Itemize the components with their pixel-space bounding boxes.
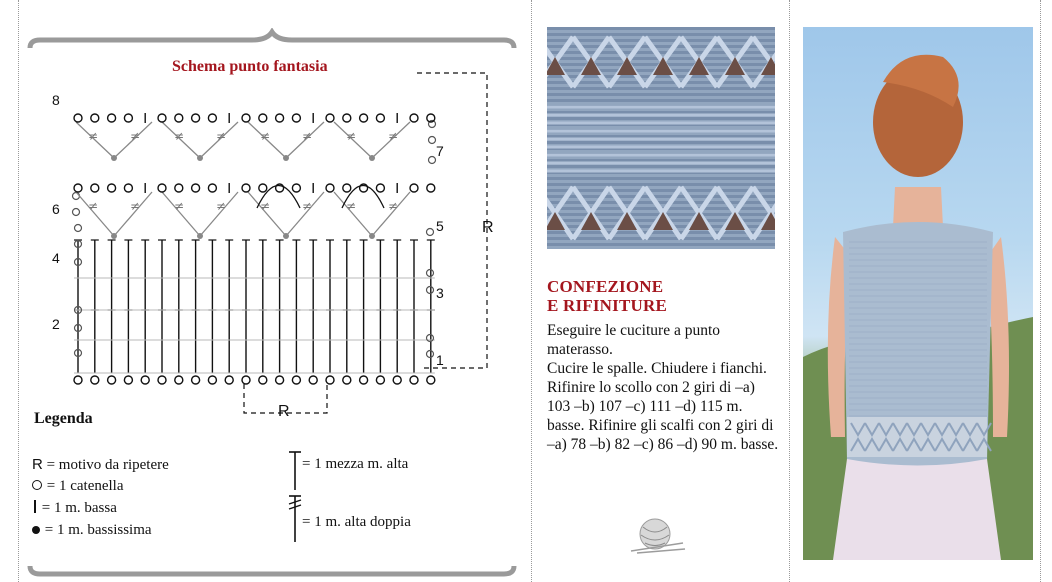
legend-text: = 1 mezza m. alta [302,456,409,472]
chain-stitch [326,184,334,192]
lace-v [547,37,573,62]
turning-chain [427,270,434,277]
column-divider-far-right [1040,0,1041,582]
hole [653,57,673,75]
slip-stitch [369,155,375,161]
stitch-chart [22,28,522,578]
row-label-5: 5 [436,218,444,234]
chain-stitch [175,376,183,384]
chain-stitch [343,376,351,384]
chain-stitch [276,114,284,122]
slip-stitch [197,155,203,161]
repeat-label-bottom: R [278,403,290,420]
legend-item-single-crochet [32,500,117,517]
chain-stitch [74,184,82,192]
chain-stitch [108,184,116,192]
cross-stitch-mark: ≠ [130,129,141,143]
chain-stitch [158,114,166,122]
cross-stitch-mark: ≠ [302,129,313,143]
chain-stitch [124,376,132,384]
repeat-label-right: R [482,219,494,236]
slip-stitch [111,233,117,239]
chain-stitch [141,376,149,384]
neck [893,187,943,227]
legend-text: = 1 catenella [43,478,124,494]
skirt [833,459,1001,560]
chain-stitch [158,376,166,384]
row-label-8: 8 [52,92,60,108]
chain-stitch [360,114,368,122]
chain-stitch [124,184,132,192]
swatch-photo [547,27,775,249]
chain-stitch [343,184,351,192]
turning-chain [73,193,80,200]
hole [689,57,709,75]
column-divider-middle [531,0,532,582]
chain-stitch [108,376,116,384]
cross-stitch-mark: ≠ [130,199,141,213]
chain-stitch [292,114,300,122]
section-title [547,277,667,315]
chain-stitch [427,184,435,192]
legend-item-repeat [32,456,169,474]
paragraph-edging: Cucire le spalle. Chiudere i fianchi. Rifinire lo scollo con 2 giri di –a) 103 –b) 107 –c) 111 –d) 115 m. basse. Rifinire gli scalfi con 2 giri di –a) 78 –b) 82 –c) 86 –d) 90 m. basse. [547,360,779,453]
cross-stitch-mark: ≠ [346,199,357,213]
cross-stitch-mark: ≠ [388,199,399,213]
legend-text: = motivo da ripetere [42,457,169,473]
repeat-symbol: R [32,456,43,473]
chain-stitch [192,376,200,384]
chain-stitch [376,184,384,192]
slip-stitch [111,155,117,161]
legend-text: = 1 m. alta doppia [302,514,411,530]
chain-stitch [376,114,384,122]
treble-icon [288,494,302,544]
hole [617,57,637,75]
chain-stitch [276,376,284,384]
chain-stitch [242,184,250,192]
chain-stitch [74,114,82,122]
cross-stitch-mark: ≠ [88,199,99,213]
hole [581,57,601,75]
chain-stitch [175,114,183,122]
legend-item-chain [32,478,124,495]
turning-chain [427,287,434,294]
finishing-instructions [547,321,779,454]
frame-top-brace [30,32,514,48]
cross-stitch-mark: ≠ [260,129,271,143]
legend-text: = 1 m. bassissima [41,522,152,538]
cross-stitch-mark: ≠ [346,129,357,143]
cross-stitch-mark: ≠ [174,129,185,143]
chain-stitch [292,184,300,192]
chain-stitch [393,376,401,384]
row-label-4: 4 [52,250,60,266]
chain-stitch [376,376,384,384]
chain-stitch [259,376,267,384]
chain-stitch [108,114,116,122]
stitch-chart-panel [22,28,522,578]
slip-stitch [283,155,289,161]
chain-stitch [242,376,250,384]
turning-chain [73,209,80,216]
chain-stitch [158,184,166,192]
chain-stitch [326,376,334,384]
model-photo [803,27,1033,560]
column-divider-left [18,0,19,582]
turning-chain [427,229,434,236]
turning-chain [429,137,436,144]
section-title-line1: CONFEZIONE [547,277,664,296]
chain-stitch [343,114,351,122]
row-label-1: 1 [436,352,444,368]
chain-icon [32,480,42,490]
model-illustration [803,27,1033,560]
single-crochet-icon [34,500,36,513]
cross-stitch-mark: ≠ [216,199,227,213]
row-label-2: 2 [52,316,60,332]
chain-stitch [225,376,233,384]
cross-stitch-mark: ≠ [260,199,271,213]
cross-stitch-mark: ≠ [216,129,227,143]
cross-stitch-mark: ≠ [174,199,185,213]
lace-v [753,187,775,213]
turning-chain [429,157,436,164]
frame-bottom-brace [30,566,514,574]
chain-stitch [74,376,82,384]
cross-stitch-mark: ≠ [88,129,99,143]
row-label-3: 3 [436,285,444,301]
legend-title: Legenda [34,410,93,427]
lace-band [847,417,987,457]
slip-stitch-icon [32,526,40,534]
turning-chain [75,225,82,232]
chain-stitch [410,376,418,384]
lace-v [547,187,573,213]
chain-stitch [91,376,99,384]
chain-stitch [124,114,132,122]
chain-stitch [208,114,216,122]
legend-item-treble [288,494,411,544]
chain-stitch [259,184,267,192]
chain-stitch [410,114,418,122]
lace-v [753,37,775,62]
chain-stitch [259,114,267,122]
row-label-6: 6 [52,201,60,217]
slip-stitch [197,233,203,239]
chain-stitch [410,184,418,192]
chain-stitch [326,114,334,122]
swatch-pattern [547,27,775,249]
chain-stitch [91,184,99,192]
half-double-icon [288,450,302,492]
chain-stitch [292,376,300,384]
chain-stitch [192,114,200,122]
chain-stitch [242,114,250,122]
section-title-line2: E RIFINITURE [547,296,668,315]
legend-item-slip-stitch [32,522,152,539]
legend-text: = 1 m. bassa [38,500,117,516]
chain-stitch [360,376,368,384]
chain-stitch [208,184,216,192]
slip-stitch [369,233,375,239]
hole [725,57,745,75]
chain-stitch [175,184,183,192]
slip-stitch [283,233,289,239]
paragraph-seams: Eseguire le cuciture a punto materasso. [547,322,721,358]
legend-item-half-double [288,450,408,492]
row-label-7: 7 [436,143,444,159]
chain-stitch [309,376,317,384]
cross-stitch-mark: ≠ [302,199,313,213]
yarn-ball-icon [625,515,689,555]
chain-stitch [427,376,435,384]
chain-stitch [192,184,200,192]
column-divider-right [789,0,790,582]
cross-stitch-mark: ≠ [388,129,399,143]
chart-title: Schema punto fantasia [172,58,328,75]
chain-stitch [208,376,216,384]
chain-stitch [91,114,99,122]
turning-chain [427,351,434,358]
